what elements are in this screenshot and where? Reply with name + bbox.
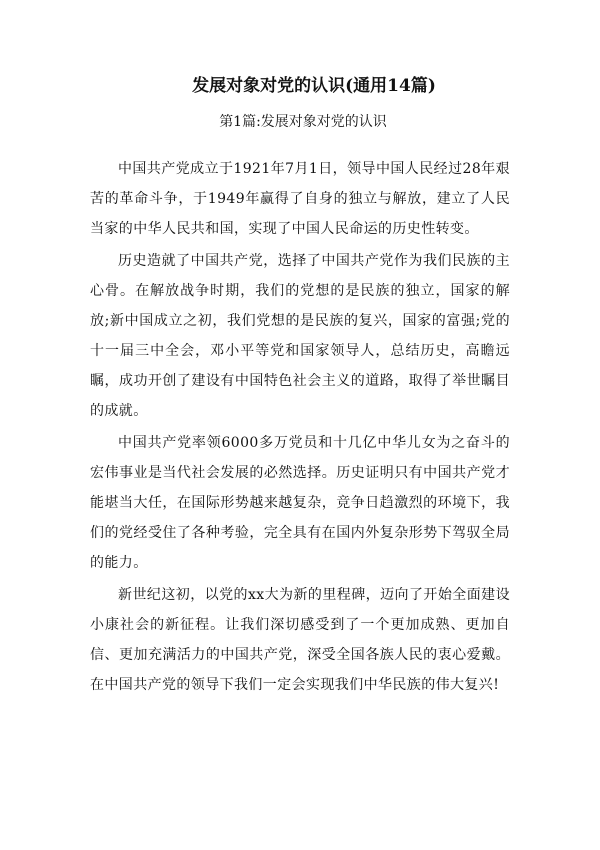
document-body	[90, 154, 510, 700]
paragraph-2: 历史造就了中国共产党，选择了中国共产党作为我们民族的主心骨。在解放战争时期，我们的党想的是民族的独立，国家的解放;新中国成立之初，我们党想的是民族的复兴，国家的富强;党的十一届三中全会，邓小平等党和国家领导人，总结历史，高瞻远瞩，成功开创了建设有中国特色社会主义的道路，取得了举世瞩目的成就。	[90, 253, 510, 419]
document-subtitle: 第1篇:发展对象对党的认识	[219, 114, 387, 130]
paragraph-3: 中国共产党率领6000多万党员和十几亿中华儿女为之奋斗的宏伟事业是当代社会发展的必然选择。历史证明只有中国共产党才能堪当大任，在国际形势越来越复杂，竞争日趋激烈的环境下，我们的党经受住了各种考验，完全具有在国内外复杂形势下驾驭全局的能力。	[90, 435, 510, 571]
paragraph-4: 新世纪这初，以党的xx大为新的里程碑，迈向了开始全面建设小康社会的新征程。让我们深切感受到了一个更加成熟、更加自信、更加充满活力的中国共产党，深受全国各族人民的衷心爱戴。在中国共产党的领导下我们一定会实现我们中华民族的伟大复兴!	[90, 587, 510, 693]
document-title: 发展对象对党的认识(通用14篇)	[192, 76, 436, 96]
paragraph-1: 中国共产党成立于1921年7月1日，领导中国人民经过28年艰苦的革命斗争，于1949年赢得了自身的独立与解放，建立了人民当家的中华人民共和国，实现了中国人民命运的历史性转变。	[90, 161, 510, 237]
